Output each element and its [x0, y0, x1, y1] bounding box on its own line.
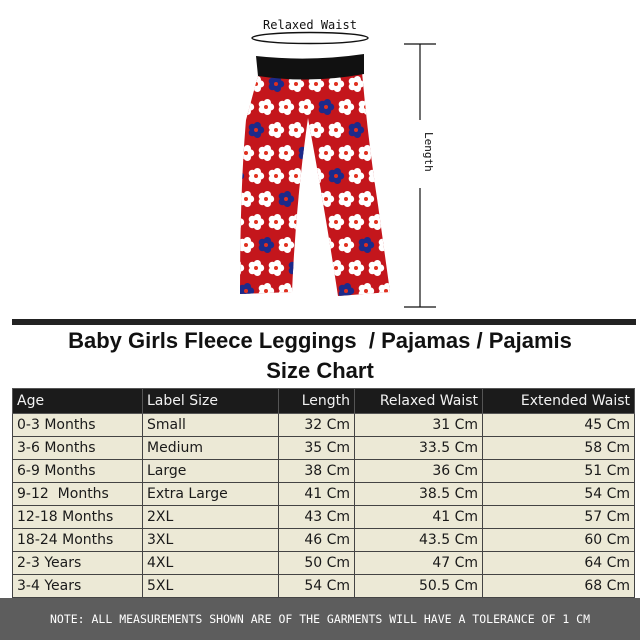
- header-relaxed-waist: Relaxed Waist: [355, 389, 483, 414]
- section-divider: [12, 319, 636, 325]
- flower-pattern: [229, 122, 245, 138]
- table-row: [13, 437, 635, 460]
- cell-extended-waist: 51 Cm: [483, 460, 635, 483]
- cell-age: 0-3 Months: [13, 414, 143, 437]
- cell-age: 2-3 Years: [13, 552, 143, 575]
- flower-pattern: [369, 122, 385, 138]
- cell-length: 35 Cm: [279, 437, 355, 460]
- flower-pattern: [229, 76, 245, 92]
- flower-pattern: [379, 145, 395, 161]
- flower-pattern: [229, 168, 245, 184]
- flower-pattern: [359, 99, 375, 115]
- cell-relaxed-waist: 38.5 Cm: [355, 483, 483, 506]
- cell-age: 6-9 Months: [13, 460, 143, 483]
- table-row: [13, 483, 635, 506]
- cell-relaxed-waist: 31 Cm: [355, 414, 483, 437]
- cell-length: 32 Cm: [279, 414, 355, 437]
- flower-pattern: [299, 283, 315, 299]
- cell-length: 46 Cm: [279, 529, 355, 552]
- waist-label: Relaxed Waist: [263, 18, 357, 32]
- length-measure: [404, 44, 436, 307]
- cell-label-size: Extra Large: [143, 483, 279, 506]
- flower-pattern: [299, 237, 315, 253]
- flower-pattern: [379, 99, 395, 115]
- header-length: Length: [279, 389, 355, 414]
- cell-extended-waist: 58 Cm: [483, 437, 635, 460]
- cell-length: 38 Cm: [279, 460, 355, 483]
- cell-relaxed-waist: 47 Cm: [355, 552, 483, 575]
- flower-pattern: [379, 283, 395, 299]
- flower-pattern: [369, 76, 385, 92]
- cell-age: 12-18 Months: [13, 506, 143, 529]
- cell-length: 54 Cm: [279, 575, 355, 598]
- table-row: [13, 460, 635, 483]
- cell-label-size: 2XL: [143, 506, 279, 529]
- cell-relaxed-waist: 43.5 Cm: [355, 529, 483, 552]
- flower-pattern: [289, 214, 305, 230]
- cell-extended-waist: 54 Cm: [483, 483, 635, 506]
- header-age: Age: [13, 389, 143, 414]
- product-illustration: [0, 0, 640, 318]
- cell-relaxed-waist: 41 Cm: [355, 506, 483, 529]
- tolerance-note: NOTE: ALL MEASUREMENTS SHOWN ARE OF THE GARMENTS WILL HAVE A TOLERANCE OF 1 CM: [0, 598, 640, 640]
- waistband: [256, 54, 364, 80]
- flower-pattern: [299, 145, 315, 161]
- table-row: [13, 575, 635, 598]
- table-row: [13, 529, 635, 552]
- header-label-size: Label Size: [143, 389, 279, 414]
- waist-ellipse: [252, 33, 368, 44]
- cell-relaxed-waist: 33.5 Cm: [355, 437, 483, 460]
- flower-pattern: [369, 168, 385, 184]
- cell-relaxed-waist: 36 Cm: [355, 460, 483, 483]
- flower-pattern: [319, 283, 335, 299]
- cell-label-size: 3XL: [143, 529, 279, 552]
- cell-extended-waist: 64 Cm: [483, 552, 635, 575]
- cell-extended-waist: 60 Cm: [483, 529, 635, 552]
- flower-pattern: [369, 214, 385, 230]
- table-row: [13, 552, 635, 575]
- cell-extended-waist: 45 Cm: [483, 414, 635, 437]
- cell-length: 43 Cm: [279, 506, 355, 529]
- chart-title: Baby Girls Fleece Leggings / Pajamas / Pajamis: [68, 328, 572, 353]
- chart-subtitle: Size Chart: [266, 358, 374, 383]
- leggings-image: [229, 54, 395, 299]
- table-row: [13, 506, 635, 529]
- cell-label-size: Medium: [143, 437, 279, 460]
- cell-age: 18-24 Months: [13, 529, 143, 552]
- cell-age: 3-4 Years: [13, 575, 143, 598]
- flower-pattern: [379, 191, 395, 207]
- cell-label-size: Small: [143, 414, 279, 437]
- cell-label-size: 5XL: [143, 575, 279, 598]
- flower-pattern: [379, 237, 395, 253]
- flower-pattern: [309, 260, 325, 276]
- cell-length: 50 Cm: [279, 552, 355, 575]
- header-extended-waist: Extended Waist: [483, 389, 635, 414]
- cell-label-size: 4XL: [143, 552, 279, 575]
- flower-pattern: [359, 145, 375, 161]
- table-row: [13, 414, 635, 437]
- length-label: Length: [422, 132, 435, 172]
- size-chart-table: [12, 388, 635, 598]
- cell-extended-waist: 68 Cm: [483, 575, 635, 598]
- cell-length: 41 Cm: [279, 483, 355, 506]
- cell-label-size: Large: [143, 460, 279, 483]
- cell-age: 9-12 Months: [13, 483, 143, 506]
- cell-age: 3-6 Months: [13, 437, 143, 460]
- cell-relaxed-waist: 50.5 Cm: [355, 575, 483, 598]
- table-header-row: [13, 389, 635, 414]
- cell-extended-waist: 57 Cm: [483, 506, 635, 529]
- flower-pattern: [299, 191, 315, 207]
- flower-pattern: [289, 260, 305, 276]
- flower-pattern: [309, 214, 325, 230]
- flower-pattern: [289, 168, 305, 184]
